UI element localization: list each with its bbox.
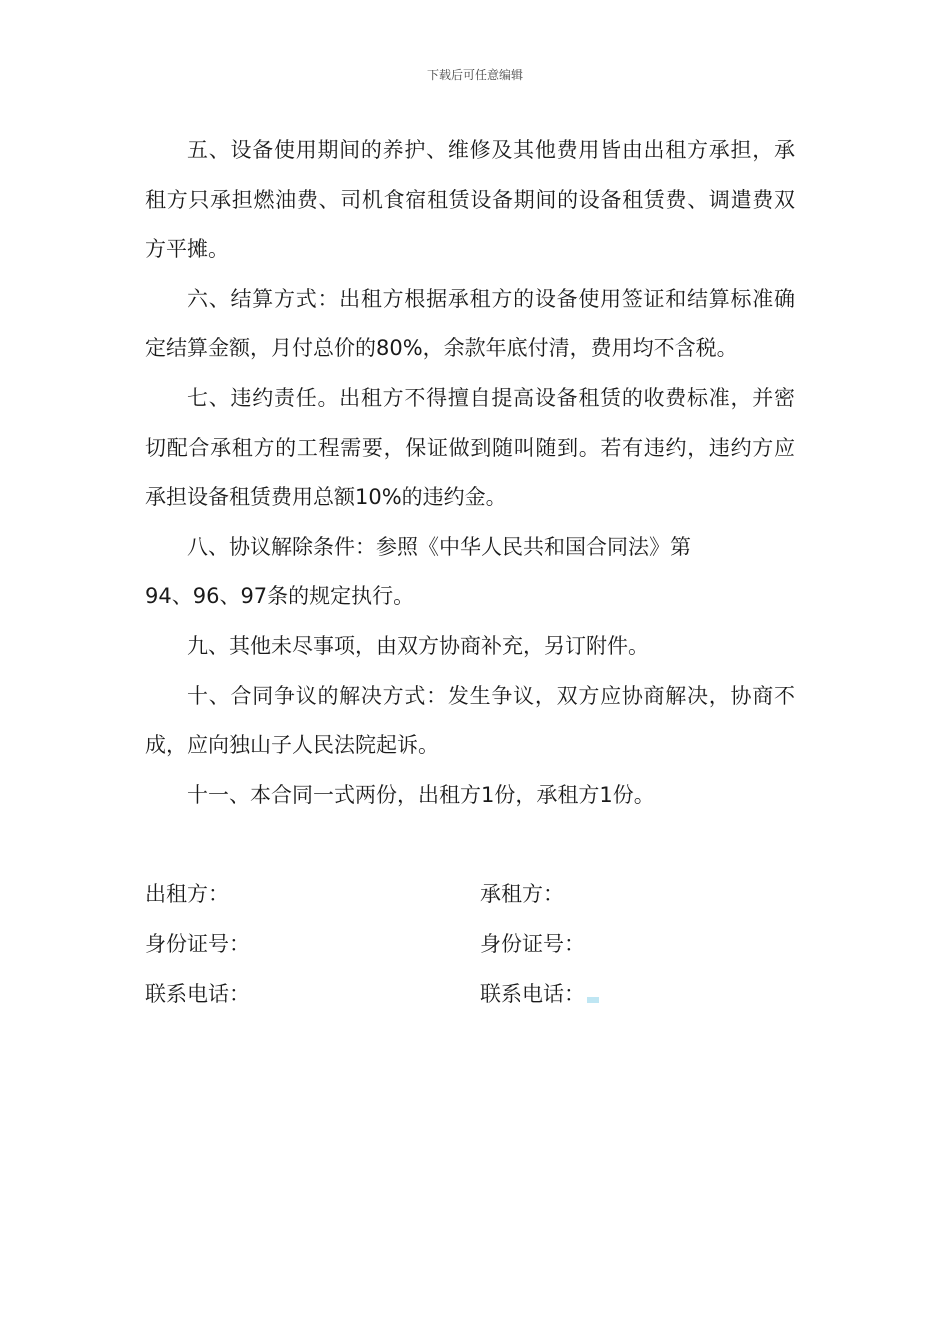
- clause-7: 七、违约责任。出租方不得擅自提高设备租赁的收费标准，并密切配合承租方的工程需要，保证做到随叫随到。若有违约，违约方应承担设备租赁费用总额10%的违约金。: [145, 385, 795, 510]
- signature-row-id: [145, 920, 795, 970]
- contract-body: [145, 126, 795, 1019]
- lessee-phone-label: 联系电话：: [480, 981, 585, 1006]
- page-header-note: 下载后可任意编辑: [426, 68, 523, 82]
- clause-9: 九、其他未尽事项，由双方协商补充，另订附件。: [187, 633, 649, 658]
- lessor-label: 出租方：: [145, 882, 229, 907]
- signature-row-phone: [145, 970, 795, 1020]
- lessor-id-label: 身份证号：: [145, 931, 250, 956]
- text-cursor-highlight: [587, 997, 599, 1003]
- clause-10: 十、合同争议的解决方式：发生争议，双方应协商解决，协商不成，应向独山子人民法院起诉。: [145, 683, 795, 758]
- clause-8-line-2: 94、96、97条的规定执行。: [145, 584, 415, 609]
- clause-5: 五、设备使用期间的养护、维修及其他费用皆由出租方承担，承租方只承担燃油费、司机食宿租赁设备期间的设备租赁费、调遣费双方平摊。: [145, 138, 795, 262]
- lessor-phone-label: 联系电话：: [145, 981, 250, 1006]
- lessee-id-label: 身份证号：: [480, 931, 585, 956]
- lessee-phone-field[interactable]: [480, 970, 795, 1020]
- clause-8-line-1: 八、协议解除条件：参照《中华人民共和国合同法》第: [187, 534, 691, 559]
- clause-6: 六、结算方式：出租方根据承租方的设备使用签证和结算标准确定结算金额，月付总价的80%，余款年底付清，费用均不含税。: [145, 286, 795, 361]
- clause-11: 十一、本合同一式两份，出租方1份，承租方1份。: [187, 782, 655, 807]
- lessee-label: 承租方：: [480, 882, 564, 907]
- signature-spacer: [145, 820, 795, 870]
- signature-row-party: [145, 870, 795, 920]
